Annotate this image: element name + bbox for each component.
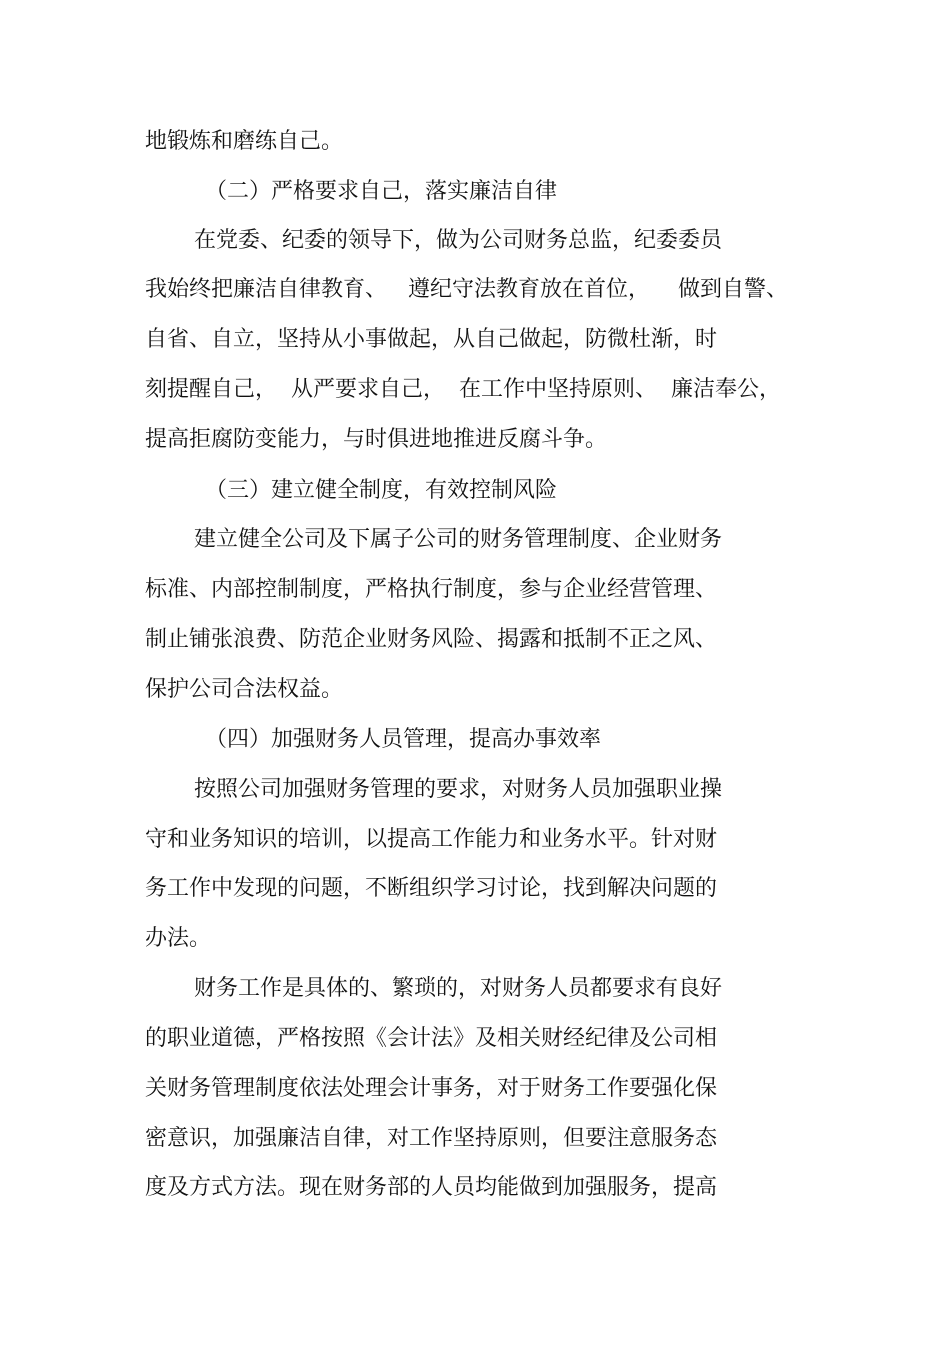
paragraph-line: 保护公司合法权益。 xyxy=(145,677,344,702)
paragraph-line: 关财务管理制度依法处理会计事务，对于财务工作要强化保 xyxy=(145,1076,718,1101)
paragraph-line: 提高拒腐防变能力，与时俱进地推进反腐斗争。 xyxy=(145,427,608,452)
paragraph-line: 财务工作是具体的、繁琐的，对财务人员都要求有良好 xyxy=(194,976,723,1001)
paragraph-line: 制止铺张浪费、防范企业财务风险、揭露和抵制不正之风、 xyxy=(145,627,718,652)
section-heading-3: （三）建立健全制度，有效控制风险 xyxy=(205,478,558,503)
paragraph-line: 地锻炼和磨练自己。 xyxy=(145,129,344,154)
paragraph-line: 标准、内部控制制度，严格执行制度，参与企业经营管理、 xyxy=(145,577,718,602)
paragraph-line: 自省、自立，坚持从小事做起，从自己做起，防微杜渐，时 xyxy=(145,327,718,352)
paragraph-line: 建立健全公司及下属子公司的财务管理制度、企业财务 xyxy=(194,527,723,552)
paragraph-line: 刻提醒自己， 从严要求自己， 在工作中坚持原则、 廉洁奉公， xyxy=(145,377,781,402)
paragraph-line: 的职业道德，严格按照《会计法》及相关财经纪律及公司相 xyxy=(145,1026,718,1051)
paragraph-line: 我始终把廉洁自律教育、 遵纪守法教育放在首位， 做到自警、 xyxy=(145,277,788,302)
paragraph-line: 按照公司加强财务管理的要求，对财务人员加强职业操 xyxy=(194,777,723,802)
section-heading-2: （二）严格要求自己，落实廉洁自律 xyxy=(205,179,558,204)
paragraph-line: 度及方式方法。现在财务部的人员均能做到加强服务，提高 xyxy=(145,1175,718,1200)
paragraph-line: 密意识，加强廉洁自律，对工作坚持原则，但要注意服务态 xyxy=(145,1126,718,1151)
paragraph-line: 办法。 xyxy=(145,926,212,951)
paragraph-line: 守和业务知识的培训，以提高工作能力和业务水平。针对财 xyxy=(145,827,718,852)
paragraph-line: 务工作中发现的问题，不断组织学习讨论，找到解决问题的 xyxy=(145,876,718,901)
paragraph-line: 在党委、纪委的领导下，做为公司财务总监，纪委委员 xyxy=(194,228,723,253)
section-heading-4: （四）加强财务人员管理，提高办事效率 xyxy=(205,727,602,752)
